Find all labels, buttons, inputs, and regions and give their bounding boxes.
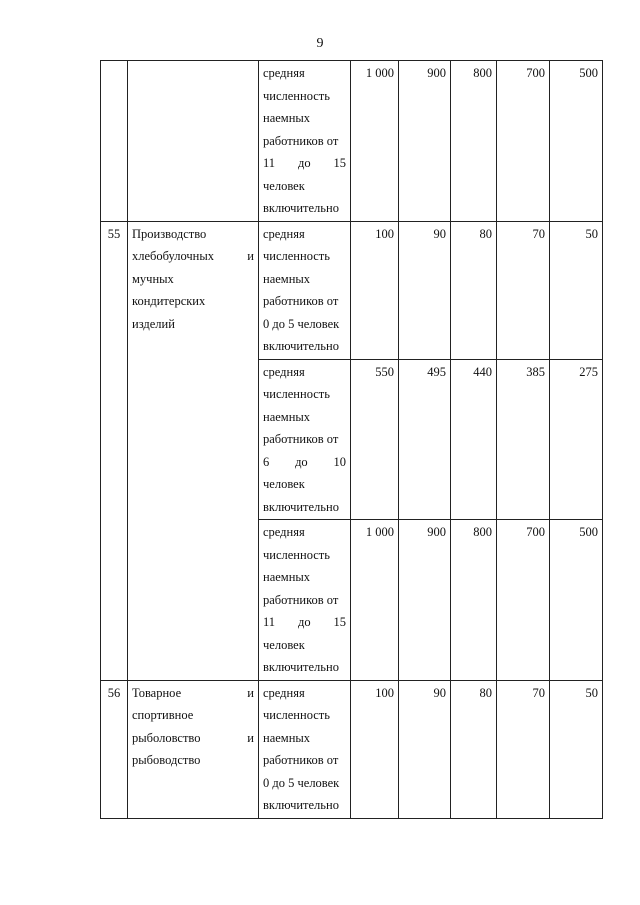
value-cell: 70 <box>497 221 550 359</box>
text-fragment: человек <box>263 477 305 491</box>
criterion-line <box>263 406 346 429</box>
activity-name-line <box>132 727 254 750</box>
text-fragment: 6 <box>263 454 270 469</box>
text-fragment: работников от <box>263 432 339 446</box>
activity-name-line <box>132 704 254 727</box>
text-fragment: работников от <box>263 133 339 148</box>
table-row <box>101 680 603 818</box>
criterion-cell <box>259 221 351 359</box>
value-cell: 500 <box>550 520 603 681</box>
text-fragment: включительно <box>263 201 339 215</box>
activity-name-line <box>132 290 254 313</box>
text-fragment: 11 <box>263 615 276 629</box>
value-cell: 900 <box>399 520 451 681</box>
value-cell: 385 <box>497 359 550 520</box>
criterion-line <box>263 772 346 795</box>
criterion-line <box>263 130 346 153</box>
criterion-line <box>263 223 346 246</box>
criterion-cell <box>259 61 351 222</box>
text-fragment: численность <box>263 708 330 722</box>
criterion-line <box>263 611 346 634</box>
criterion-line <box>263 335 346 358</box>
text-fragment: работников от <box>263 753 339 767</box>
text-fragment: человек <box>263 637 305 652</box>
value-cell: 495 <box>399 359 451 520</box>
text-fragment: численность <box>263 249 330 263</box>
value-cell: 1 000 <box>351 61 399 222</box>
value-cell: 1 000 <box>351 520 399 681</box>
text-fragment: численность <box>263 387 330 401</box>
text-fragment: наемных <box>263 271 311 286</box>
text-fragment: 15 <box>333 615 346 629</box>
criterion-line <box>263 544 346 567</box>
text-fragment: наемных <box>263 570 311 584</box>
criterion-line <box>263 268 346 291</box>
text-fragment: средняя <box>263 226 305 241</box>
text-fragment: средняя <box>263 525 305 539</box>
row-number-cell: 55 <box>101 221 128 680</box>
criterion-line <box>263 245 346 268</box>
value-cell: 90 <box>399 221 451 359</box>
table-row <box>101 61 603 222</box>
text-fragment: до <box>297 615 311 629</box>
criterion-line <box>263 704 346 727</box>
value-cell: 275 <box>550 359 603 520</box>
text-fragment: 15 <box>333 156 346 170</box>
table-body <box>101 61 603 819</box>
text-fragment: включительно <box>263 339 339 353</box>
value-cell: 50 <box>550 680 603 818</box>
value-cell: 800 <box>451 61 497 222</box>
text-fragment: работников от <box>263 294 339 308</box>
text-fragment: рыболовство <box>132 730 201 745</box>
text-fragment: включительно <box>263 499 339 514</box>
text-fragment: до <box>295 454 308 469</box>
text-fragment: спортивное <box>132 708 194 722</box>
text-fragment: 0 до 5 человек <box>263 775 340 790</box>
value-cell: 100 <box>351 221 399 359</box>
criterion-line <box>263 290 346 313</box>
text-fragment: и <box>247 249 254 263</box>
value-cell: 80 <box>451 221 497 359</box>
row-number-cell: 56 <box>101 680 128 818</box>
activity-name-line <box>132 245 254 268</box>
criterion-line <box>263 566 346 589</box>
tariff-table <box>100 60 603 819</box>
page-number: 9 <box>316 36 324 51</box>
criterion-line <box>263 85 346 108</box>
text-fragment: и <box>247 685 254 700</box>
value-cell: 900 <box>399 61 451 222</box>
text-fragment: рыбоводство <box>132 753 201 767</box>
text-fragment: изделий <box>132 316 175 331</box>
value-cell: 90 <box>399 680 451 818</box>
value-cell: 700 <box>497 520 550 681</box>
criterion-line <box>263 589 346 612</box>
criterion-line <box>263 473 346 496</box>
text-fragment: Товарное <box>132 685 182 700</box>
criterion-line <box>263 727 346 750</box>
activity-name-line <box>132 268 254 291</box>
criterion-line <box>263 383 346 406</box>
text-fragment: наемных <box>263 409 311 424</box>
table-row <box>101 221 603 359</box>
criterion-line <box>263 107 346 130</box>
value-cell: 800 <box>451 520 497 681</box>
criterion-line <box>263 749 346 772</box>
value-cell: 100 <box>351 680 399 818</box>
criterion-line <box>263 62 346 85</box>
value-cell: 50 <box>550 221 603 359</box>
value-cell: 80 <box>451 680 497 818</box>
text-fragment: наемных <box>263 111 311 125</box>
criterion-line <box>263 634 346 657</box>
text-fragment: Производство <box>132 226 207 241</box>
criterion-line <box>263 152 346 175</box>
text-fragment: включительно <box>263 660 339 674</box>
criterion-cell <box>259 680 351 818</box>
value-cell: 700 <box>497 61 550 222</box>
text-fragment: мучных <box>132 271 174 286</box>
text-fragment: человек <box>263 178 305 193</box>
text-fragment: средняя <box>263 66 305 80</box>
criterion-line <box>263 361 346 384</box>
text-fragment: до <box>297 156 311 170</box>
activity-name-line <box>132 682 254 705</box>
text-fragment: наемных <box>263 730 311 745</box>
text-fragment: работников от <box>263 592 339 607</box>
text-fragment: средняя <box>263 364 305 379</box>
text-fragment: включительно <box>263 798 339 812</box>
text-fragment: хлебобулочных <box>132 249 215 263</box>
text-fragment: 0 до 5 человек <box>263 316 340 331</box>
criterion-line <box>263 313 346 336</box>
criterion-line <box>263 175 346 198</box>
criterion-line <box>263 682 346 705</box>
criterion-line <box>263 794 346 817</box>
text-fragment: численность <box>263 88 330 103</box>
activity-name-line <box>132 223 254 246</box>
row-number-cell <box>101 61 128 222</box>
value-cell: 440 <box>451 359 497 520</box>
activity-name-line <box>132 749 254 772</box>
text-fragment: 11 <box>263 156 276 170</box>
activity-name-cell <box>128 221 259 680</box>
criterion-cell <box>259 520 351 681</box>
criterion-line <box>263 656 346 679</box>
activity-name-cell <box>128 680 259 818</box>
criterion-line <box>263 451 346 474</box>
text-fragment: кондитерских <box>132 294 206 308</box>
criterion-line <box>263 428 346 451</box>
text-fragment: и <box>247 730 254 745</box>
text-fragment: средняя <box>263 685 305 700</box>
text-fragment: численность <box>263 547 330 562</box>
criterion-line <box>263 496 346 519</box>
activity-name-cell <box>128 61 259 222</box>
value-cell: 500 <box>550 61 603 222</box>
text-fragment: 10 <box>333 454 346 469</box>
value-cell: 550 <box>351 359 399 520</box>
criterion-line <box>263 521 346 544</box>
criterion-line <box>263 197 346 220</box>
value-cell: 70 <box>497 680 550 818</box>
activity-name-line <box>132 313 254 336</box>
criterion-cell <box>259 359 351 520</box>
